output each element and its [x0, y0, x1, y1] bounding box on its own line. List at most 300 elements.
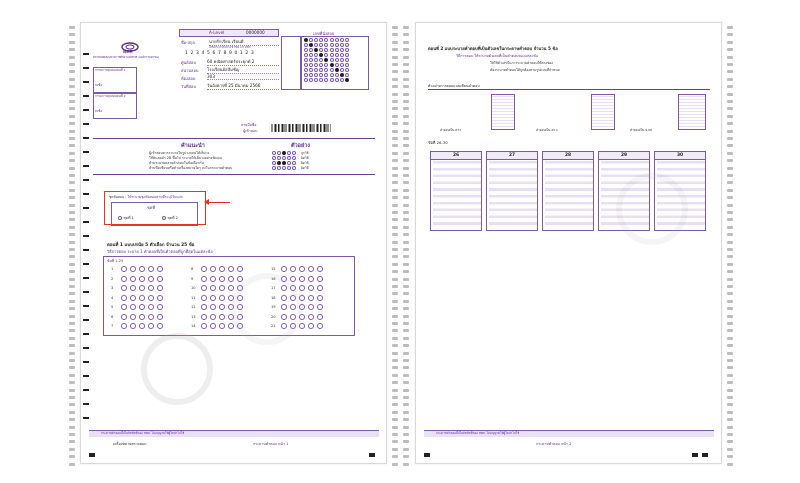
answer-bubble[interactable] [148, 285, 154, 291]
proctor-1-sign: ลงชื่อ [95, 83, 103, 87]
feed-hole [392, 70, 398, 73]
answer-bubble[interactable] [157, 285, 163, 291]
feed-hole [727, 418, 733, 421]
feed-hole [392, 344, 398, 347]
feed-hole [69, 255, 75, 258]
feed-hole [392, 352, 398, 355]
question-number: 16 [271, 276, 276, 281]
answer-bubble[interactable] [121, 266, 127, 272]
feed-hole [403, 285, 409, 288]
answer-bubble[interactable] [308, 285, 314, 291]
answer-bubble[interactable] [219, 323, 225, 329]
feed-hole [727, 285, 733, 288]
numeric-answer-grid[interactable] [542, 151, 594, 231]
feed-hole [403, 381, 409, 384]
question-number: 20 [271, 314, 276, 319]
answer-bubble[interactable] [201, 276, 207, 282]
feed-hole [727, 403, 733, 406]
feed-hole [403, 389, 409, 392]
feed-hole [727, 144, 733, 147]
feed-hole [392, 270, 398, 273]
question-number: 30 [655, 152, 705, 160]
feed-hole [392, 337, 398, 340]
feed-hole [392, 78, 398, 81]
feed-hole [392, 366, 398, 369]
feed-hole [727, 115, 733, 118]
corner-mark [89, 453, 95, 457]
date-value: วันอังคารที่ 25 มีนาคม 2566 [207, 82, 279, 90]
feed-hole [727, 226, 733, 229]
question-number: 27 [487, 152, 537, 160]
feed-hole [727, 159, 733, 162]
example-grid-1 [491, 94, 515, 130]
question-number: 8 [191, 267, 194, 271]
feed-hole [69, 122, 75, 125]
answer-bubble[interactable] [290, 276, 296, 282]
answer-bubble[interactable] [210, 285, 216, 291]
answer-bubble[interactable] [121, 285, 127, 291]
answer-row[interactable] [111, 304, 165, 310]
feed-hole [727, 448, 733, 451]
example-label-2: ผิดวิธี [301, 156, 309, 160]
feed-hole [392, 285, 398, 288]
instruction-line-1: ผู้เข้าสอบควรระบายในรูปวงกลมให้เต็มวง [149, 151, 210, 155]
answer-bubble[interactable] [157, 266, 163, 272]
answer-bubble[interactable] [317, 276, 323, 282]
school-label: สนามสอบ [181, 68, 199, 73]
answer-bubble[interactable] [130, 276, 136, 282]
answer-bubble[interactable] [121, 276, 127, 282]
feed-strip-right-2 [724, 0, 736, 483]
feed-hole [403, 307, 409, 310]
feed-hole [727, 433, 733, 436]
feed-hole [727, 33, 733, 36]
answer-bubble[interactable] [130, 323, 136, 329]
answer-bubble[interactable] [219, 285, 225, 291]
answer-bubble[interactable] [121, 323, 127, 329]
part2-range: ข้อที่ 26-30 [428, 140, 448, 145]
answer-bubble[interactable] [148, 266, 154, 272]
answer-row[interactable] [111, 266, 165, 272]
feed-hole [727, 93, 733, 96]
answer-bubble[interactable] [308, 295, 314, 301]
answer-bubble[interactable] [148, 304, 154, 310]
footer-page-label: กระดาษคำตอบ หน้า 2 [536, 442, 572, 446]
feed-hole [403, 292, 409, 295]
answer-bubble[interactable] [210, 276, 216, 282]
answer-bubble[interactable] [139, 295, 145, 301]
feed-hole [69, 433, 75, 436]
question-number: 29 [599, 152, 649, 160]
id-label: เลขประจำตัวประชาชน 13 หลัก [209, 45, 251, 49]
watermark-logo-icon [616, 173, 688, 245]
answer-bubble[interactable] [308, 314, 314, 320]
timing-marks-left [83, 53, 89, 433]
question-number: 3 [111, 286, 114, 290]
feed-hole [403, 241, 409, 244]
feed-hole [727, 322, 733, 325]
feed-hole [392, 241, 398, 244]
feed-hole [69, 285, 75, 288]
exam-level: A-Level [209, 29, 225, 35]
feed-hole [392, 33, 398, 36]
answer-row[interactable] [191, 266, 245, 272]
feed-hole [403, 233, 409, 236]
feed-hole [727, 270, 733, 273]
feed-hole [392, 167, 398, 170]
feed-hole [392, 263, 398, 266]
feed-hole [392, 100, 398, 103]
feed-hole [727, 100, 733, 103]
numeric-answer-grid[interactable] [430, 151, 482, 231]
proctor-2-title: กรรมการคุมสอบคนที่ 2 [95, 94, 126, 98]
feed-hole [727, 70, 733, 73]
school-value: โรงเรียนอัสสัมชัญ [207, 66, 279, 74]
feed-hole [392, 196, 398, 199]
answer-bubble[interactable] [228, 285, 234, 291]
feed-hole [727, 137, 733, 140]
feed-hole [392, 389, 398, 392]
footer-left-label: เครื่องหมายตรวจสอบ [113, 442, 147, 446]
answer-bubble[interactable] [139, 276, 145, 282]
answer-bubble[interactable] [130, 314, 136, 320]
feed-hole [727, 366, 733, 369]
feed-hole [727, 204, 733, 207]
answer-bubble[interactable] [148, 314, 154, 320]
answer-bubble[interactable] [299, 266, 305, 272]
feed-hole [392, 255, 398, 258]
answer-bubble[interactable] [157, 276, 163, 282]
answer-bubble[interactable] [157, 295, 163, 301]
exam-code: 0000000 [246, 29, 265, 35]
answer-bubble[interactable] [228, 266, 234, 272]
feed-hole [392, 137, 398, 140]
feed-hole [403, 56, 409, 59]
answer-bubble[interactable] [157, 314, 163, 320]
watermark-logo-icon [141, 333, 213, 405]
feed-hole [69, 159, 75, 162]
feed-hole [403, 167, 409, 170]
feed-hole [403, 115, 409, 118]
feed-hole [403, 263, 409, 266]
feed-hole [403, 411, 409, 414]
feed-hole [403, 144, 409, 147]
answer-bubble[interactable] [219, 266, 225, 272]
feed-hole [403, 344, 409, 347]
answer-bubble[interactable] [237, 266, 243, 272]
answer-bubble[interactable] [148, 295, 154, 301]
answer-row[interactable] [111, 295, 165, 301]
corner-mark [702, 453, 708, 457]
answer-bubble[interactable] [210, 314, 216, 320]
part1-subtitle: วิธีการตอบ ระบาย 1 คำตอบที่เป็นคำตอบที่ถูกที่สุดในแต่ละข้อ [107, 249, 213, 254]
feed-hole [392, 396, 398, 399]
feed-hole [69, 411, 75, 414]
part2-rule-1: ให้ใช้ตัวเลขในการระบายคำตอบให้ตรงช่อง [490, 61, 554, 65]
feed-hole [392, 41, 398, 44]
org-logo-icon [121, 37, 139, 47]
feed-hole [392, 56, 398, 59]
feed-hole [727, 396, 733, 399]
answer-bubble[interactable] [148, 323, 154, 329]
feed-hole [69, 389, 75, 392]
answer-bubble[interactable] [308, 266, 314, 272]
answer-bubble[interactable] [201, 285, 207, 291]
feed-hole [727, 56, 733, 59]
part2-example-title: ตัวอย่างการตอบแบบเขียนคำตอบ [428, 84, 480, 88]
answer-bubble[interactable] [201, 304, 207, 310]
question-number: 5 [111, 305, 114, 309]
answer-bubble[interactable] [281, 266, 287, 272]
answer-row[interactable] [271, 266, 325, 272]
feed-hole [69, 107, 75, 110]
feed-hole [392, 233, 398, 236]
feed-hole [69, 426, 75, 429]
feed-hole [727, 248, 733, 251]
answer-bubble[interactable] [317, 304, 323, 310]
answer-row[interactable] [111, 323, 165, 329]
answer-bubble[interactable] [219, 295, 225, 301]
feed-hole [727, 263, 733, 266]
feed-hole [392, 48, 398, 51]
feed-hole [69, 233, 75, 236]
question-number: 19 [271, 305, 276, 309]
answer-bubble[interactable] [148, 276, 154, 282]
answer-bubble[interactable] [299, 323, 305, 329]
answer-bubble[interactable] [201, 295, 207, 301]
feed-hole [727, 255, 733, 258]
answer-row[interactable] [111, 285, 165, 291]
feed-hole [727, 174, 733, 177]
exam-set-highlight [104, 191, 206, 225]
answer-bubble[interactable] [157, 304, 163, 310]
name-value: นายรักเรียน เรียนดี [209, 38, 279, 46]
feed-hole [392, 248, 398, 251]
answer-row[interactable] [111, 314, 165, 320]
answer-bubble[interactable] [210, 295, 216, 301]
answer-bubble[interactable] [210, 323, 216, 329]
feed-hole [392, 226, 398, 229]
part2-rule-2: ต้องระบายคำตอบให้ถูกต้องตามรูปแบบที่กำหนด [490, 68, 560, 72]
feed-hole [403, 433, 409, 436]
feed-hole [727, 337, 733, 340]
question-number: 6 [111, 314, 114, 319]
seat-number-bubbles[interactable] [303, 38, 367, 83]
digit-columns[interactable] [489, 161, 537, 229]
answer-bubble[interactable] [299, 276, 305, 282]
feed-hole [403, 211, 409, 214]
feed-hole [403, 70, 409, 73]
question-number: 12 [191, 305, 196, 309]
question-number: 26 [431, 152, 481, 160]
answer-sheet-page-2 [415, 22, 722, 464]
id-number: 1 2 3 4 5 6 7 8 9 0 1 2 3 [185, 51, 255, 56]
answer-bubble[interactable] [219, 304, 225, 310]
exam-set-title: ชุดที่ [147, 205, 155, 210]
feed-hole [727, 218, 733, 221]
answer-bubble[interactable] [317, 295, 323, 301]
answer-bubble[interactable] [121, 314, 127, 320]
feed-hole [403, 93, 409, 96]
feed-hole [69, 56, 75, 59]
answer-bubble[interactable] [317, 266, 323, 272]
question-number: 28 [543, 152, 593, 160]
feed-hole [392, 440, 398, 443]
numeric-answer-grid[interactable] [486, 151, 538, 231]
answer-bubble[interactable] [157, 323, 163, 329]
example-divider [428, 89, 710, 90]
feed-hole [392, 315, 398, 318]
question-number: 10 [191, 286, 196, 290]
digit-columns[interactable] [545, 161, 593, 229]
feed-hole [392, 144, 398, 147]
feed-hole [403, 152, 409, 155]
feed-hole [727, 463, 733, 466]
signature-sub: ผู้เข้าสอบ [243, 129, 258, 133]
feed-hole [392, 189, 398, 192]
feed-hole [727, 329, 733, 332]
answer-bubble[interactable] [130, 295, 136, 301]
feed-hole [392, 292, 398, 295]
feed-hole [69, 455, 75, 458]
answer-bubble[interactable] [308, 323, 314, 329]
answer-bubble[interactable] [210, 304, 216, 310]
feed-hole [727, 315, 733, 318]
feed-hole [403, 130, 409, 133]
feed-hole [69, 196, 75, 199]
feed-hole [392, 107, 398, 110]
answer-bubble[interactable] [317, 323, 323, 329]
part2-method: วิธีการตอบ ให้ระบายตัวเลขที่เป็นคำตอบของแต่ละข้อ [456, 54, 539, 58]
feed-hole [727, 381, 733, 384]
answer-bubble[interactable] [139, 285, 145, 291]
feed-hole [403, 455, 409, 458]
feed-hole [403, 26, 409, 29]
feed-hole [392, 329, 398, 332]
example-grid-3 [678, 94, 706, 130]
feed-hole [727, 196, 733, 199]
feed-hole [392, 381, 398, 384]
feed-hole [392, 63, 398, 66]
feed-hole [392, 85, 398, 88]
question-number: 14 [191, 324, 196, 328]
feed-strip-left-1 [66, 0, 78, 483]
instructions-divider-top [93, 138, 375, 139]
feed-hole [392, 211, 398, 214]
feed-hole [69, 403, 75, 406]
date-label: วันที่สอบ [181, 84, 196, 89]
feed-hole [392, 463, 398, 466]
answer-bubble[interactable] [219, 314, 225, 320]
feed-hole [392, 359, 398, 362]
answer-bubble[interactable] [210, 266, 216, 272]
answer-bubble[interactable] [121, 304, 127, 310]
answer-bubble[interactable] [237, 276, 243, 282]
part1-range: ข้อที่ 1-25 [107, 259, 124, 263]
feed-hole [69, 315, 75, 318]
answer-bubble[interactable] [317, 314, 323, 320]
answer-bubble[interactable] [139, 304, 145, 310]
answer-bubble[interactable] [139, 266, 145, 272]
feed-strip-left-2 [400, 0, 412, 483]
feed-hole [69, 359, 75, 362]
answer-bubble[interactable] [308, 304, 314, 310]
name-label: ชื่อ-สกุล [181, 40, 195, 45]
example-label-1: ถูกวิธี [301, 151, 309, 155]
feed-hole [69, 33, 75, 36]
feed-hole [403, 174, 409, 177]
feed-hole [727, 107, 733, 110]
feed-hole [69, 440, 75, 443]
answer-bubble[interactable] [121, 295, 127, 301]
question-number: 2 [111, 276, 114, 281]
feed-hole [69, 174, 75, 177]
feed-hole [403, 440, 409, 443]
answer-bubble[interactable] [308, 276, 314, 282]
question-number: 21 [271, 324, 276, 328]
footer-note: กระดาษคำตอบนี้เป็นลิขสิทธิ์ของ สทศ. ไม่อนุญาตให้ผู้ใดนำไปใช้ [436, 430, 520, 435]
feed-hole [69, 292, 75, 295]
answer-row[interactable] [111, 276, 165, 282]
feed-hole [392, 411, 398, 414]
callout-arrow-line [208, 202, 230, 203]
feed-hole [727, 48, 733, 51]
question-number: 9 [191, 276, 194, 281]
answer-row[interactable] [191, 276, 245, 282]
answer-bubble[interactable] [228, 276, 234, 282]
answer-bubble[interactable] [130, 285, 136, 291]
feed-hole [69, 300, 75, 303]
feed-hole [403, 448, 409, 451]
answer-bubble[interactable] [201, 266, 207, 272]
feed-hole [69, 130, 75, 133]
answer-bubble[interactable] [130, 266, 136, 272]
feed-hole [69, 204, 75, 207]
feed-hole [69, 167, 75, 170]
feed-hole [403, 374, 409, 377]
answer-bubble[interactable] [317, 285, 323, 291]
center-label: ศูนย์สอบ [181, 60, 196, 65]
answer-bubble[interactable] [299, 285, 305, 291]
answer-bubble[interactable] [219, 276, 225, 282]
feed-hole [69, 329, 75, 332]
answer-bubble[interactable] [201, 323, 207, 329]
feed-hole [403, 426, 409, 429]
exam-set-hint: ให้ระบายชุดข้อสอบตามที่ระบุไว้บนปก [127, 195, 183, 199]
subject-code-grid[interactable] [281, 36, 301, 90]
answer-bubble[interactable] [139, 323, 145, 329]
example-rows [271, 151, 297, 171]
answer-bubble[interactable] [290, 266, 296, 272]
feed-hole [403, 278, 409, 281]
answer-bubble[interactable] [130, 304, 136, 310]
feed-hole [727, 167, 733, 170]
room-value: 303 [207, 74, 279, 80]
feed-hole [727, 211, 733, 214]
answer-bubble[interactable] [139, 314, 145, 320]
seat-number-label: เลขที่นั่งสอบ [313, 31, 335, 36]
watermark-logo-icon [231, 273, 303, 345]
feed-hole [403, 122, 409, 125]
corner-mark [692, 453, 698, 457]
instruction-line-2: ใช้ดินสอดำ 2B ขึ้นไป ระบายให้เต็มวงอย่างชัดเจน [149, 156, 223, 160]
center-value: 60 คณิตศาสตร์ประยุกต์ 2 [207, 58, 279, 66]
feed-hole [69, 374, 75, 377]
digit-columns[interactable] [433, 161, 481, 229]
feed-hole [392, 448, 398, 451]
answer-bubble[interactable] [201, 314, 207, 320]
proctor-2-sign: ลงชื่อ [95, 109, 103, 113]
